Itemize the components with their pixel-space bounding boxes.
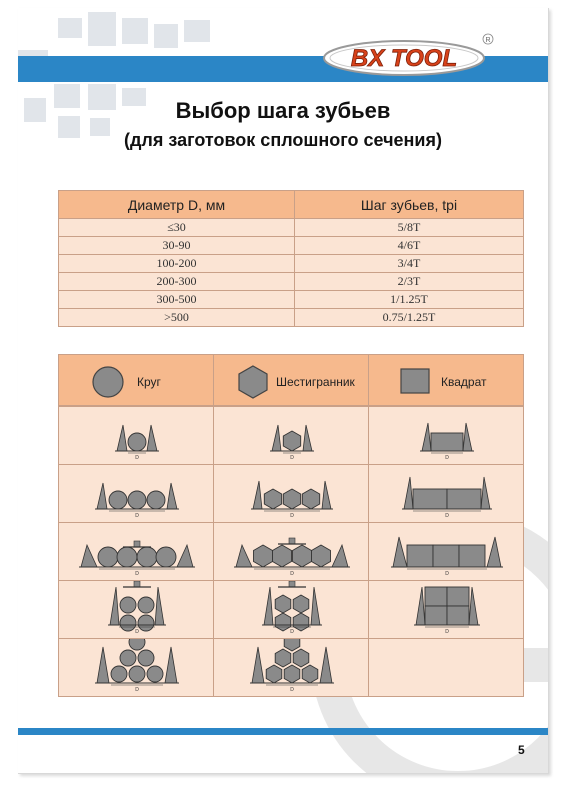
pitch-cell: 3/4T [295, 255, 524, 273]
circle-clamping-diagram-cell [58, 522, 214, 581]
svg-text:D: D [445, 513, 449, 519]
pitch-table-header: Диаметр D, мм [59, 191, 295, 219]
decor-square [154, 24, 178, 48]
hexagon-clamping-diagram-cell [213, 580, 369, 639]
logo-text: BX TOOL [350, 45, 458, 72]
circle-clamping-diagram [59, 581, 215, 639]
hexagon-clamping-diagram [214, 407, 370, 465]
diameter-cell: 100-200 [59, 255, 295, 273]
circle-clamping-diagram [59, 523, 215, 581]
svg-text:D: D [135, 629, 139, 635]
circle-clamping-diagram-cell [58, 638, 214, 697]
header-square [368, 354, 524, 406]
page-title: Выбор шага зубьев [175, 98, 391, 123]
square-clamping-diagram [369, 523, 525, 581]
hexagon-clamping-diagram-cell [213, 406, 369, 465]
svg-text:D: D [135, 455, 139, 461]
svg-text:D: D [290, 513, 294, 519]
footer-bar [18, 728, 548, 735]
square-clamping-diagram-cell [368, 638, 524, 697]
pitch-cell: 2/3T [295, 273, 524, 291]
diameter-cell: ≤30 [59, 219, 295, 237]
diameter-cell: 30-90 [59, 237, 295, 255]
circle-icon [91, 365, 125, 399]
decor-square [184, 20, 210, 42]
svg-text:D: D [445, 629, 449, 635]
table-row [59, 255, 524, 273]
pitch-cell: 4/6T [295, 237, 524, 255]
hexagon-clamping-diagram [214, 581, 370, 639]
diameter-cell: 200-300 [59, 273, 295, 291]
diameter-cell: >500 [59, 309, 295, 327]
pitch-cell: 0.75/1.25T [295, 309, 524, 327]
header-hexagon [213, 354, 369, 406]
hexagon-clamping-diagram-cell [213, 522, 369, 581]
square-clamping-diagram-cell [368, 522, 524, 581]
table-row [59, 291, 524, 309]
square-clamping-diagram-cell [368, 580, 524, 639]
page-number: 5 [518, 743, 525, 757]
circle-clamping-diagram [59, 639, 215, 697]
svg-text:D: D [135, 687, 139, 693]
svg-text:D: D [290, 455, 294, 461]
decor-square [122, 18, 148, 44]
circle-clamping-diagram [59, 465, 215, 523]
square-clamping-diagram [369, 581, 525, 639]
svg-text:D: D [135, 513, 139, 519]
registered-mark: R [485, 37, 491, 44]
table-row [59, 219, 524, 237]
svg-text:D: D [135, 571, 139, 577]
shapes-table [58, 354, 524, 694]
table-row [59, 273, 524, 291]
circle-clamping-diagram-cell [58, 406, 214, 465]
column-label: Шестигранник [276, 375, 355, 389]
header-circle [58, 354, 214, 406]
table-row [59, 237, 524, 255]
square-clamping-diagram-cell [368, 464, 524, 523]
svg-text:D: D [445, 455, 449, 461]
square-clamping-diagram [369, 465, 525, 523]
hexagon-icon [236, 364, 270, 400]
pitch-cell: 1/1.25T [295, 291, 524, 309]
square-icon [399, 367, 431, 395]
decor-square [58, 18, 82, 38]
hexagon-clamping-diagram-cell [213, 464, 369, 523]
svg-text:D: D [290, 629, 294, 635]
page-subtitle: (для заготовок сплошного сечения) [124, 130, 442, 150]
circle-clamping-diagram [59, 407, 215, 465]
hexagon-clamping-diagram [214, 639, 370, 697]
svg-text:D: D [445, 571, 449, 577]
decor-square [88, 12, 116, 46]
hexagon-clamping-diagram [214, 465, 370, 523]
pitch-table [58, 190, 524, 327]
hexagon-clamping-diagram-cell [213, 638, 369, 697]
circle-clamping-diagram-cell [58, 580, 214, 639]
column-label: Квадрат [441, 375, 487, 389]
diameter-cell: 300-500 [59, 291, 295, 309]
pitch-cell: 5/8T [295, 219, 524, 237]
circle-clamping-diagram-cell [58, 464, 214, 523]
svg-text:D: D [290, 687, 294, 693]
column-label: Круг [137, 375, 161, 389]
brand-logo [318, 30, 498, 82]
pitch-table-header: Шаг зубьев, tpi [295, 191, 524, 219]
svg-text:D: D [290, 571, 294, 577]
square-clamping-diagram-cell [368, 406, 524, 465]
square-clamping-diagram [369, 407, 525, 465]
table-row [59, 309, 524, 327]
hexagon-clamping-diagram [214, 523, 370, 581]
